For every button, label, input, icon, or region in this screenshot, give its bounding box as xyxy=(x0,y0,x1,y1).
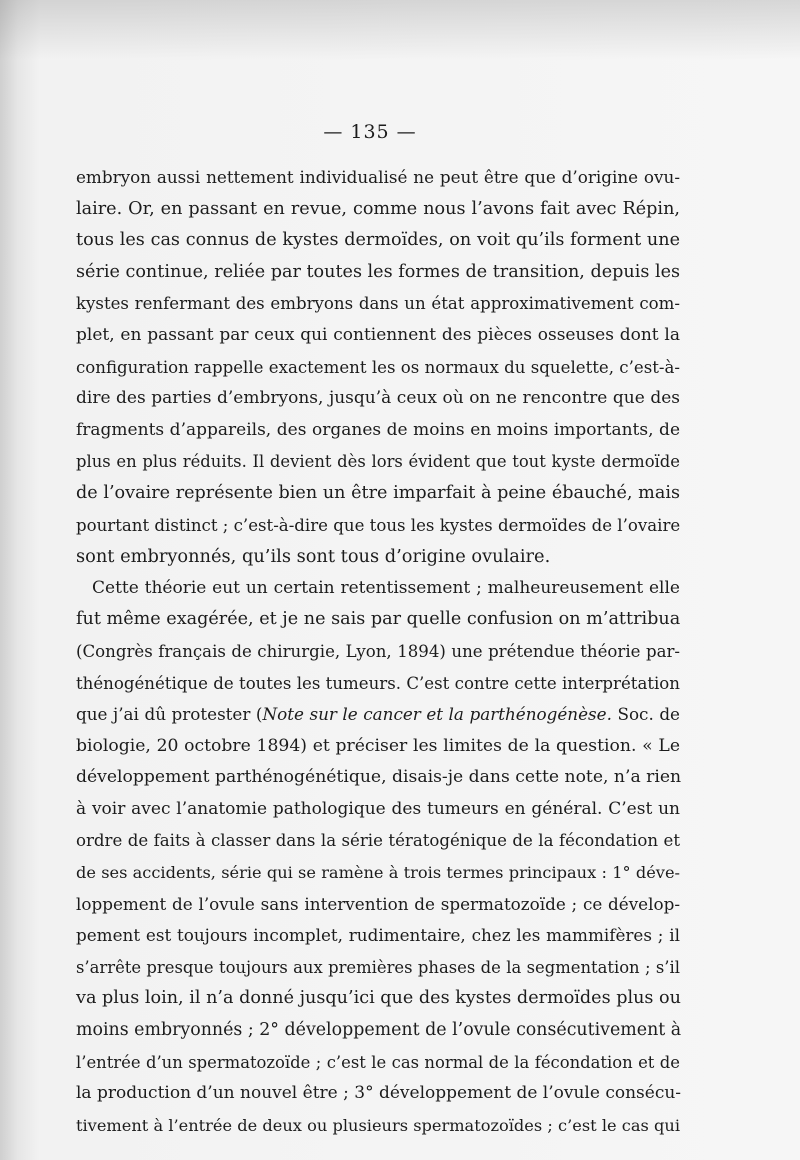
text-line xyxy=(76,383,680,415)
text-line xyxy=(76,762,680,794)
text-segment: pourtant distinct ; c’est-à-dire que tous les kystes dermoïdes de l’ovaire xyxy=(76,515,681,535)
text-line xyxy=(76,352,680,384)
text-segment: l’entrée d’un spermatozoïde ; c’est le cas normal de la fécondation et de xyxy=(76,1052,680,1072)
text-segment: sont embryonnés, qu’ils sont tous d’origine ovulaire. xyxy=(76,546,551,568)
text-segment: dire des parties d’embryons, jusqu’à ceux où on ne rencontre que des xyxy=(76,388,680,409)
text-line xyxy=(76,225,680,257)
text-segment: la production d’un nouvel être ; 3° développement de l’ovule consécu- xyxy=(76,1083,682,1104)
text-segment: (Congrès français de chirurgie, Lyon, 1894) une prétendue théorie par- xyxy=(76,641,680,661)
text-line xyxy=(76,288,680,320)
text-line xyxy=(76,636,680,668)
text-segment: tous les cas connus de kystes dermoïdes, on voit qu’ils forment une xyxy=(76,230,680,251)
text-segment: ordre de faits à classer dans la série tératogénique de la fécondation et xyxy=(76,831,680,851)
body-text xyxy=(76,162,680,1141)
text-line xyxy=(76,699,680,731)
text-line xyxy=(76,731,680,763)
text-segment: plus en plus réduits. Il devient dès lors évident que tout kyste dermoïde xyxy=(76,452,680,472)
text-line xyxy=(76,415,680,447)
text-line xyxy=(76,794,680,826)
text-segment: moins embryonnés ; 2° développement de l’ovule consécutivement à xyxy=(76,1020,682,1041)
text-line xyxy=(76,952,680,984)
page-number: — 135 — xyxy=(323,121,417,143)
text-segment: fut même exagérée, et je ne sais par quelle confusion on m’attribua xyxy=(76,609,681,630)
text-line xyxy=(76,510,680,542)
text-line xyxy=(76,668,680,700)
text-line xyxy=(76,478,680,510)
text-line xyxy=(76,541,680,573)
text-line xyxy=(76,1110,680,1142)
text-segment: loppement de l’ovule sans intervention de spermatozoïde ; ce dévelop- xyxy=(76,893,680,914)
text-segment: plet, en passant par ceux qui contiennent des pièces osseuses dont la xyxy=(76,324,680,345)
text-line xyxy=(76,320,680,352)
text-line xyxy=(76,257,680,289)
text-line xyxy=(76,604,680,636)
text-segment: développement parthénogénétique, disais-je dans cette note, n’a rien xyxy=(76,767,682,788)
text-segment: laire. Or, en passant en revue, comme nous l’avons fait avec Répin, xyxy=(76,198,680,219)
text-line xyxy=(76,1015,680,1047)
text-segment: thénogénétique de toutes les tumeurs. C’est contre cette interprétation xyxy=(76,673,680,693)
text-line xyxy=(76,1078,680,1110)
text-segment: série continue, reliée par toutes les formes de transition, depuis les xyxy=(76,261,681,282)
text-segment: s’arrête presque toujours aux premières phases de la segmentation ; s’il xyxy=(76,957,680,977)
text-segment: kystes renfermant des embryons dans un état approximativement com- xyxy=(76,294,680,314)
text-line xyxy=(76,857,680,889)
text-segment: pement est toujours incomplet, rudimentaire, chez les mammifères ; il xyxy=(76,925,680,946)
text-line xyxy=(76,825,680,857)
italic-citation: Note sur le cancer et la parthénogénèse. xyxy=(262,704,612,725)
text-segment: biologie, 20 octobre 1894) et préciser les limites de la question. « Le xyxy=(76,735,680,756)
text-segment: Soc. de xyxy=(611,704,680,725)
text-segment: embryon aussi nettement individualisé ne peut être que d’origine ovu- xyxy=(76,167,680,187)
text-segment: fragments d’appareils, des organes de moins en moins importants, de xyxy=(76,419,680,440)
text-segment: de l’ovaire représente bien un être imparfait à peine ébauché, mais xyxy=(76,482,680,503)
text-segment: configuration rappelle exactement les os normaux du squelette, c’est-à- xyxy=(76,357,680,377)
text-segment: tivement à l’entrée de deux ou plusieurs spermatozoïdes ; c’est le cas qui xyxy=(76,1115,680,1135)
text-line xyxy=(76,983,680,1015)
text-segment: à voir avec l’anatomie pathologique des tumeurs en général. C’est un xyxy=(76,798,680,819)
text-line xyxy=(76,194,680,226)
text-segment: va plus loin, il n’a donné jusqu’ici que des kystes dermoïdes plus ou xyxy=(76,988,681,1009)
text-line xyxy=(76,446,680,478)
text-line xyxy=(76,889,680,921)
text-line xyxy=(76,162,680,194)
text-segment: Cette théorie eut un certain retentissement ; malheureusement elle xyxy=(92,577,680,598)
text-segment: de ses accidents, série qui se ramène à trois termes principaux : 1° déve- xyxy=(76,863,680,883)
text-line xyxy=(76,1047,680,1079)
text-line xyxy=(76,573,680,605)
text-segment: que j’ai dû protester ( xyxy=(76,704,263,725)
text-line xyxy=(76,920,680,952)
